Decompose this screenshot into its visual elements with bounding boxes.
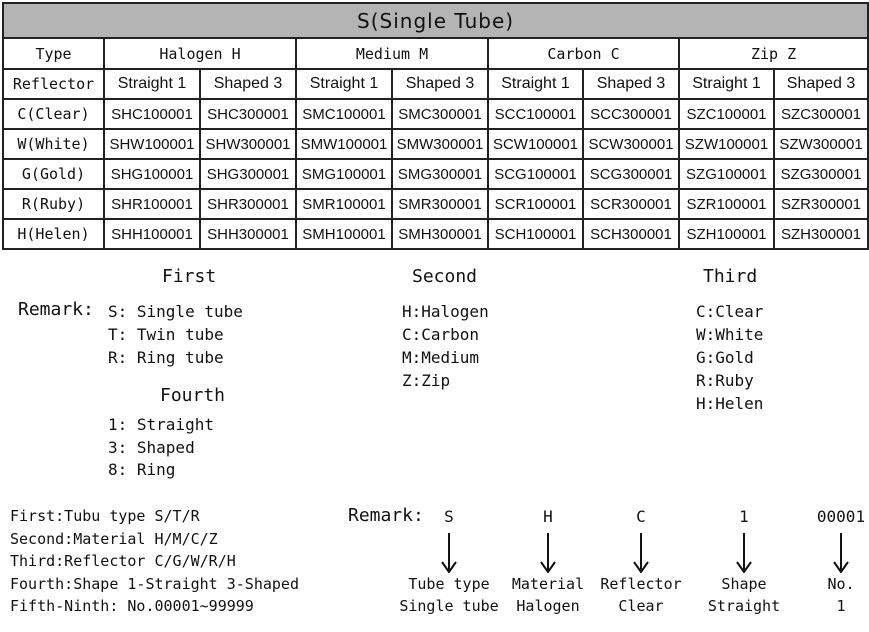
group-header: Carbon C	[488, 38, 679, 69]
example-label: Material	[511, 575, 585, 593]
code-cell: SMW100001	[296, 129, 392, 159]
sub-header: Shaped 3	[200, 69, 296, 99]
code-cell: SZG300001	[774, 159, 868, 189]
code-cell: SCG300001	[583, 159, 679, 189]
example-code: 00001	[816, 507, 866, 526]
row-label: C(Clear)	[3, 99, 104, 129]
legend-item: C:Carbon	[402, 325, 480, 344]
down-arrow-icon	[441, 533, 457, 573]
group-header: Zip Z	[679, 38, 868, 69]
example-code: H	[543, 507, 553, 526]
example-label: Tube type	[408, 575, 490, 593]
reflector-header-row	[3, 69, 868, 99]
code-cell: SHC100001	[104, 99, 200, 129]
code-cell: SMC300001	[392, 99, 488, 129]
sub-header: Straight 1	[679, 69, 774, 99]
summary-line: Fifth-Ninth: No.00001~99999	[10, 597, 254, 615]
code-cell: SMH300001	[392, 219, 488, 249]
summary-line: First:Tubu type S/T/R	[10, 507, 200, 525]
table-row	[3, 99, 868, 129]
sub-header: Shaped 3	[774, 69, 868, 99]
example-value: Halogen	[516, 597, 580, 615]
code-cell: SCH300001	[583, 219, 679, 249]
sub-header: Straight 1	[296, 69, 392, 99]
code-cell: SZW100001	[679, 129, 774, 159]
legend-third-heading: Third	[703, 266, 758, 287]
example-label: Shape	[721, 575, 767, 593]
legend-remark-label: Remark:	[18, 299, 94, 320]
example-part	[498, 507, 598, 617]
code-cell: SCR300001	[583, 189, 679, 219]
legend-item: C:Clear	[696, 302, 764, 321]
legend-item: H:Helen	[696, 394, 764, 413]
legend-first-heading: First	[162, 266, 217, 287]
table-row	[3, 129, 868, 159]
code-cell: SMH100001	[296, 219, 392, 249]
code-cell: SZC100001	[679, 99, 774, 129]
example-value: 1	[836, 597, 846, 615]
code-cell: SZH100001	[679, 219, 774, 249]
code-cell: SZC300001	[774, 99, 868, 129]
code-table	[2, 2, 869, 250]
code-cell: SMG100001	[296, 159, 392, 189]
legend-item: Z:Zip	[402, 371, 451, 390]
summary-line: Third:Reflector C/G/W/R/H	[10, 552, 236, 570]
code-cell: SCH100001	[488, 219, 583, 249]
table-row	[3, 159, 868, 189]
code-cell: SHW100001	[104, 129, 200, 159]
group-header: Medium M	[296, 38, 488, 69]
type-label: Type	[3, 38, 104, 69]
example-label: Reflector	[600, 575, 682, 593]
code-cell: SHR100001	[104, 189, 200, 219]
table-row	[3, 219, 868, 249]
example-part	[694, 507, 794, 617]
legend-item: H:Halogen	[402, 302, 489, 321]
down-arrow-icon	[633, 533, 649, 573]
down-arrow-icon	[736, 533, 752, 573]
code-cell: SZW300001	[774, 129, 868, 159]
code-cell: SZR300001	[774, 189, 868, 219]
code-cell: SMG300001	[392, 159, 488, 189]
code-cell: SHC300001	[200, 99, 296, 129]
legend-item: R: Ring tube	[108, 348, 224, 367]
code-cell: SHG100001	[104, 159, 200, 189]
example-value: Straight	[707, 597, 781, 615]
legend-item: T: Twin tube	[108, 325, 224, 344]
code-cell: SHH300001	[200, 219, 296, 249]
code-cell: SCR100001	[488, 189, 583, 219]
row-label: H(Helen)	[3, 219, 104, 249]
row-label: G(Gold)	[3, 159, 104, 189]
sub-header: Straight 1	[104, 69, 200, 99]
legend-item: M:Medium	[402, 348, 480, 367]
example-value: Single tube	[399, 597, 499, 615]
group-header: Halogen H	[104, 38, 296, 69]
sub-header: Shaped 3	[392, 69, 488, 99]
legend-item: 1: Straight	[108, 415, 214, 434]
code-cell: SCC300001	[583, 99, 679, 129]
example-part	[791, 507, 869, 617]
legend-second-heading: Second	[412, 266, 478, 287]
legend-item: R:Ruby	[696, 371, 754, 390]
code-cell: SZG100001	[679, 159, 774, 189]
sub-header: Shaped 3	[583, 69, 679, 99]
code-cell: SHR300001	[200, 189, 296, 219]
code-cell: SCW300001	[583, 129, 679, 159]
legend-item: G:Gold	[696, 348, 754, 367]
legend-item: 8: Ring	[108, 460, 176, 479]
example-code: 1	[739, 507, 749, 526]
code-cell: SZR100001	[679, 189, 774, 219]
table-title: S(Single Tube)	[3, 3, 868, 38]
code-cell: SHH100001	[104, 219, 200, 249]
code-cell: SCW100001	[488, 129, 583, 159]
sub-header: Straight 1	[488, 69, 583, 99]
code-cell: SMW300001	[392, 129, 488, 159]
table-row	[3, 189, 868, 219]
example-remark-label: Remark:	[348, 505, 424, 526]
example-label: No.	[827, 575, 855, 593]
legend-item: S: Single tube	[108, 302, 243, 321]
summary-line: Fourth:Shape 1-Straight 3-Shaped	[10, 575, 299, 593]
row-label: W(White)	[3, 129, 104, 159]
example-part	[591, 507, 691, 617]
example-code: C	[636, 507, 646, 526]
example-value: Clear	[618, 597, 664, 615]
code-cell: SMC100001	[296, 99, 392, 129]
type-header-row	[3, 38, 868, 69]
example-part	[399, 507, 499, 617]
code-cell: SMR100001	[296, 189, 392, 219]
code-cell: SCG100001	[488, 159, 583, 189]
legend-item: W:White	[696, 325, 764, 344]
row-label: R(Ruby)	[3, 189, 104, 219]
code-cell: SMR300001	[392, 189, 488, 219]
code-cell: SCC100001	[488, 99, 583, 129]
title-row	[3, 3, 868, 38]
code-cell: SHW300001	[200, 129, 296, 159]
legend-item: 3: Shaped	[108, 438, 195, 457]
reflector-label: Reflector	[3, 69, 104, 99]
legend-fourth-heading: Fourth	[160, 385, 226, 406]
summary-line: Second:Material H/M/C/Z	[10, 530, 218, 548]
code-cell: SHG300001	[200, 159, 296, 189]
example-code: S	[444, 507, 454, 526]
code-cell: SZH300001	[774, 219, 868, 249]
down-arrow-icon	[540, 533, 556, 573]
down-arrow-icon	[833, 533, 849, 573]
